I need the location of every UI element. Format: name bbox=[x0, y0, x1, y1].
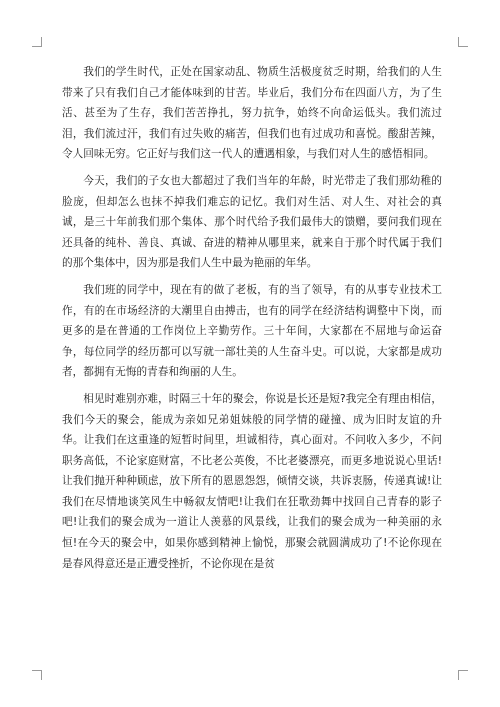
crop-mark-top-right bbox=[458, 37, 468, 47]
paragraph-4: 相见时难别亦难，时隔三十年的聚会，你说是长还是短?我完全有理由相信，我们今天的聚会，能成为亲如兄弟姐妹般的同学情的碰撞、成为旧时友谊的升华。让我们在这重逢的短暂时间里，坦诚相待，真心面对。不问收入多少，不问职务高低，不论家庭财富，不比老公英俊，不比老婆漂亮，而更多地说说心里话!让我们抛开种种顾虑，放下所有的恩恩怨怨，倾情交谈，共诉衷肠，传递真诚!让我们在尽情地谈笑风生中畅叙友情吧!让我们在狂歌劲舞中找回自己青春的影子吧!让我们的聚会成为一道让人羡慕的风景线，让我们的聚会成为一种美丽的永恒!在今天的聚会中，如果你感到精神上愉悦，那聚会就圆满成功了!不论你现在是春风得意还是正遭受挫折，不论你现在是贫 bbox=[62, 392, 442, 570]
paragraph-2: 今天，我们的子女也大都超过了我们当年的年龄，时光带走了我们那幼稚的脸庞，但却怎么也抹不掉我们难忘的记忆。我们对生活、对人生、对社会的真诚，是三十年前我们那个集体、那个时代给予我们最伟大的馈赠，要问我们现在还具备的纯朴、善良、真诚、奋进的精神从哪里来，就来自于那个时代属于我们的那个集体中，因为那是我们人生中最为艳丽的年华。 bbox=[62, 174, 442, 270]
paragraph-3: 我们班的同学中，现在有的做了老板，有的当了领导，有的从事专业技术工作，有的在市场经济的大潮里自由搏击，也有的同学在经济结构调整中下岗，而更多的是在普通的工作岗位上辛勤劳作。三十年间，大家都在不屈地与命运奋争，每位同学的经历都可以写就一部壮美的人生奋斗史。可以说，大家都是成功者，都拥有无悔的青春和绚丽的人生。 bbox=[62, 283, 442, 379]
crop-mark-top-left bbox=[32, 37, 42, 47]
document-body bbox=[62, 62, 442, 580]
crop-mark-bottom-right bbox=[458, 670, 468, 680]
crop-mark-bottom-left bbox=[32, 670, 42, 680]
paragraph-1: 我们的学生时代，正处在国家动乱、物质生活极度贫乏时期，给我们的人生带来了只有我们自己才能体味到的甘苦。毕业后，我们分布在四面八方，为了生活、甚至为了生存，我们苦苦挣扎，努力抗争，始终不向命运低头。我们流过泪，我们流过汗，我们有过失败的痛苦，但我们也有过成功和喜悦。酸甜苦辣，令人回味无穷。它正好与我们这一代人的遭遇相象，与我们对人生的感悟相同。 bbox=[62, 66, 442, 161]
